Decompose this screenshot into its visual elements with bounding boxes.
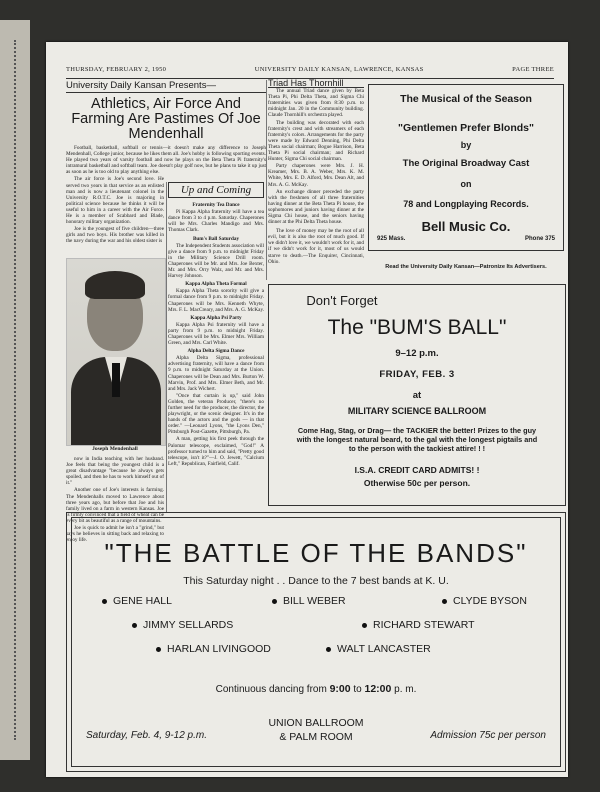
quote-curtain: "Once that curtain is up," said John Golden, the veteran Producer, "there's no further need for the producer, the director, the playwright, or the scenic designer. It's in the hands of the actors and the gods — in that order." —Leonard Lyons, "the Lyons Den," Pittsburgh Post-Gazette, Pittsburgh, Pa. [168, 392, 264, 436]
ad-day: FRIDAY, FEB. 3 [379, 369, 455, 380]
band-item [362, 619, 475, 631]
newspaper-page [46, 42, 568, 777]
article-kicker: University Daily Kansan Presents— [66, 80, 266, 93]
header-date: THURSDAY, FEBRUARY 2, 1950 [66, 66, 167, 73]
paragraph: Football, basketball, softball or tennis—it doesn't make any difference to Joseph Mendenhall, College junior, because he likes them all. Joe's hobby is following sporting events. He played two years of varsity football and now he plays on the Beta Theta Pi fraternity's intramural basketball and softball team. Joe doesn't play golf now, but he plans to take it up just as soon as he is too old to play anything else. [66, 145, 266, 176]
paragraph: Joe is quick to admit he isn't a "grind," but says he believes in sitting back and relaxing to enjoy life. [66, 525, 164, 544]
paragraph: Party chaperones were Mrs. J. H. Kreamer, Mrs. B. A. Weber, Mrs. K. M. White, Mrs. E. D. Alford, Mrs. Dean Alt, and Mrs. A. G. McKay. [268, 163, 364, 188]
band-item [132, 619, 233, 631]
portrait-photo [66, 258, 166, 446]
paragraph: The building was decorated with each fraternity's crest and with streamers of each fraternity's colors. Arrangements for the party were made by Edward Denning, Phi Delta Theta social chairman; Bogue Harrison, Beta Theta Pi social chairman; and Richard Hunter, Sigma Chi social chairman. [268, 119, 364, 163]
ad-credit-card: I.S.A. CREDIT CARD ADMITS! ! [354, 465, 480, 475]
band-item [442, 595, 527, 607]
band-name: CLYDE BYSON [453, 595, 527, 607]
ad-subtitle: This Saturday night . . Dance to the 7 best bands at K. U. [183, 575, 449, 587]
item-title: Kappa Alpha Psi Party [190, 314, 242, 321]
ad-line: 78 and Longplaying Records. [403, 199, 529, 209]
bullet-icon [156, 647, 161, 652]
ad-description: Come Hag, Stag, or Drag— the TACKIER the better! Prizes to the guy with the longest natural beard, to the gal with the longest pigtails and to the person with the tackiest attire! ! ! [296, 426, 538, 453]
bullet-icon [362, 623, 367, 628]
venue-line: UNION BALLROOM [268, 717, 364, 729]
band-name: HARLAN LIVINGOOD [167, 643, 271, 655]
paragraph: The air force is Joe's second love. He served two years in that service as an enlisted man and is now a lieutenant colonel in the University R.O.T.C. Joe is majoring in political science because he thinks it will be useful to him in a career with the Air Force. He is a member of Scabbard and Blade, honorary military organization. [66, 176, 164, 226]
photo-caption: Joseph Mendenhall [92, 446, 138, 452]
band-item [326, 643, 431, 655]
quote-money: The love of money may be the root of all evil, but it is also the root of much good. If we didn't love it, we wouldn't work for it, and if we didn't work for it, most of us would starve to death.—The Enquirer, Cincinnati, Ohio. [268, 228, 364, 265]
venue-line: & PALM ROOM [279, 731, 353, 743]
item-text: The Independent Students association will give a dance from 9 p.m. to midnight Friday in the Military Science Drill room. Chaperones will be Mr. and Mrs. Joe Bexter, Mr. and Mrs. Orry Walz, and Mr. and Mrs. Harvey Johnson. [168, 242, 264, 280]
triad-article [268, 80, 364, 266]
band-name: JIMMY SELLARDS [143, 619, 234, 631]
ad-title: "THE BATTLE OF THE BANDS" [104, 538, 528, 568]
bullet-icon [102, 599, 107, 604]
ad-line: "Gentlemen Prefer Blonds" [398, 122, 534, 134]
column-rule [266, 80, 267, 280]
paragraph: An exchange dinner preceded the party with the freshmen of all three fraternities having dinner at the Beta Theta Pi house, the sophomores and juniors having dinner at the Sigma Chi house, and the seniors having dinner at the Phi Delta Theta house. [268, 188, 364, 226]
paragraph: Joe is the youngest of five children—three girls and two boys. His brother was killed in the navy during the war and his oldest sister is [66, 226, 164, 245]
binding-holes [14, 40, 20, 740]
bums-ball-ad [268, 284, 566, 506]
header-paper: UNIVERSITY DAILY KANSAN, LAWRENCE, KANSAS [254, 66, 424, 73]
up-and-coming-box: Up and Coming [168, 182, 264, 198]
header-page-number: PAGE THREE [512, 66, 554, 73]
band-list [72, 595, 560, 679]
ad-line: The Musical of the Season [400, 93, 532, 105]
ad-line: on [460, 179, 472, 189]
ad-admission: Admission 75c per person [430, 730, 546, 741]
pm-label: p. m. [394, 684, 417, 695]
band-item [272, 595, 346, 607]
bullet-icon [272, 599, 277, 604]
start-time: 9:00 [329, 683, 351, 695]
paragraph: Another one of Joe's interests is farming. The Mendenhalls moved to Lawrence about three years ago, but before that Joe and his family lived on a farm in western Kansas. Joe is firmly convinced that a field of wheat can be every bit as beautiful as a range of mountains. [66, 487, 164, 524]
band-name: RICHARD STEWART [373, 619, 475, 631]
item-title: Alpha Delta Sigma Dance [187, 348, 245, 355]
band-name: BILL WEBER [283, 595, 346, 607]
bell-music-ad [368, 84, 564, 251]
ad-price: Otherwise 50c per person. [363, 478, 471, 488]
battle-of-bands-ad [66, 512, 566, 772]
ad-time: 9–12 p.m. [395, 348, 439, 359]
column-rule [166, 182, 167, 512]
article-headline: Athletics, Air Force And Farming Are Pastimes Of Joe Mendenhall [71, 96, 261, 142]
item-title: Bum's Ball Saturday [192, 235, 240, 242]
end-time: 12:00 [364, 683, 392, 695]
ad-line: by [460, 140, 472, 150]
continuous-label: Continuous dancing from [215, 684, 327, 695]
store-address: 925 Mass. [377, 236, 406, 242]
read-kansan-line: Read the University Daily Kansan—Patronize Its Advertisers. [385, 264, 547, 270]
band-item [156, 643, 271, 655]
ad-bottom-row [72, 716, 560, 756]
ad-footer [377, 236, 555, 242]
store-phone: Phone 375 [524, 236, 555, 242]
ad-line: The Original Broadway Cast [402, 158, 530, 169]
ad-title: The "BUM'S BALL" [327, 316, 507, 339]
paragraph: The annual Triad dance given by Beta Theta Pi, Phi Delta Theta, and Sigma Chi fraternities was given from 8:30 p.m. to midnight Jan. 20 in the Community building. Claude Thornhill's orchestra played. [268, 88, 364, 119]
item-text: Kappa Alpha Psi fraternity will have a party from 9 p.m. to midnight Friday. Chaperones will be Mrs. Elmer Mrs. William Green, and Mrs. Carl White. [168, 321, 264, 347]
up-and-coming-column [168, 182, 264, 468]
store-name: Bell Music Co. [421, 219, 511, 234]
item-text: Pi Kappa Alpha fraternity will have a tea dance from 3 to 4 p.m. Saturday. Chaperones will be Mrs. Charles Mandigo and Mrs. Thomas Clark. [168, 209, 264, 234]
paragraph: now in India teaching with her husband. Joe feels that being the youngest child is a great disadvantage "because he always gets spoiled, and then he has to work himself out of it." [66, 456, 164, 487]
ad-inner-border [71, 517, 561, 767]
band-item [102, 595, 172, 607]
ad-at: at [412, 390, 422, 401]
quote-telescope: A man, getting his first peek through the Palomar telescope, exclaimed, "God!" A professor turned to him and said, "Pretty good telescope, isn't it?"—J. O. Jewett, "Calcium Left," Republican, Fairfield, Calif. [168, 436, 264, 467]
item-text: Kappa Alpha Theta sorority will give a formal dance from 9 p.m. to midnight Friday. Chaperones will be Mrs. Kenneth Whyte, Mrs. F. L. MacCreary, and Mrs. A. G. McKay. [168, 288, 265, 313]
ad-continuous [72, 683, 560, 695]
band-name: GENE HALL [113, 595, 172, 607]
photo-tie [112, 363, 120, 397]
previous-page-edge [0, 20, 30, 760]
article-kicker: Triad Has Thornhill [268, 80, 364, 88]
ad-place: MILITARY SCIENCE BALLROOM [347, 406, 487, 416]
item-title: Kappa Alpha Theta Formal [185, 281, 247, 288]
bullet-icon [132, 623, 137, 628]
ad-date: Saturday, Feb. 4, 9-12 p.m. [86, 730, 207, 741]
bullet-icon [442, 599, 447, 604]
item-text: Alpha Delta Sigma, professional advertising fraternity, will have a dance from 9 p.m. to midnight Saturday at the Union. Chaperones will be Dean and Mrs. Burton W. Marvin, Prof. and Mrs. Elmer Beth, and Mr. and Mrs. Jack Wichert. [168, 355, 264, 392]
to-label: to [353, 684, 362, 695]
band-name: WALT LANCASTER [337, 643, 431, 655]
item-title: Fraternity Tea Dance [192, 202, 240, 209]
ad-dont-forget: Don't Forget [306, 293, 378, 308]
bullet-icon [326, 647, 331, 652]
